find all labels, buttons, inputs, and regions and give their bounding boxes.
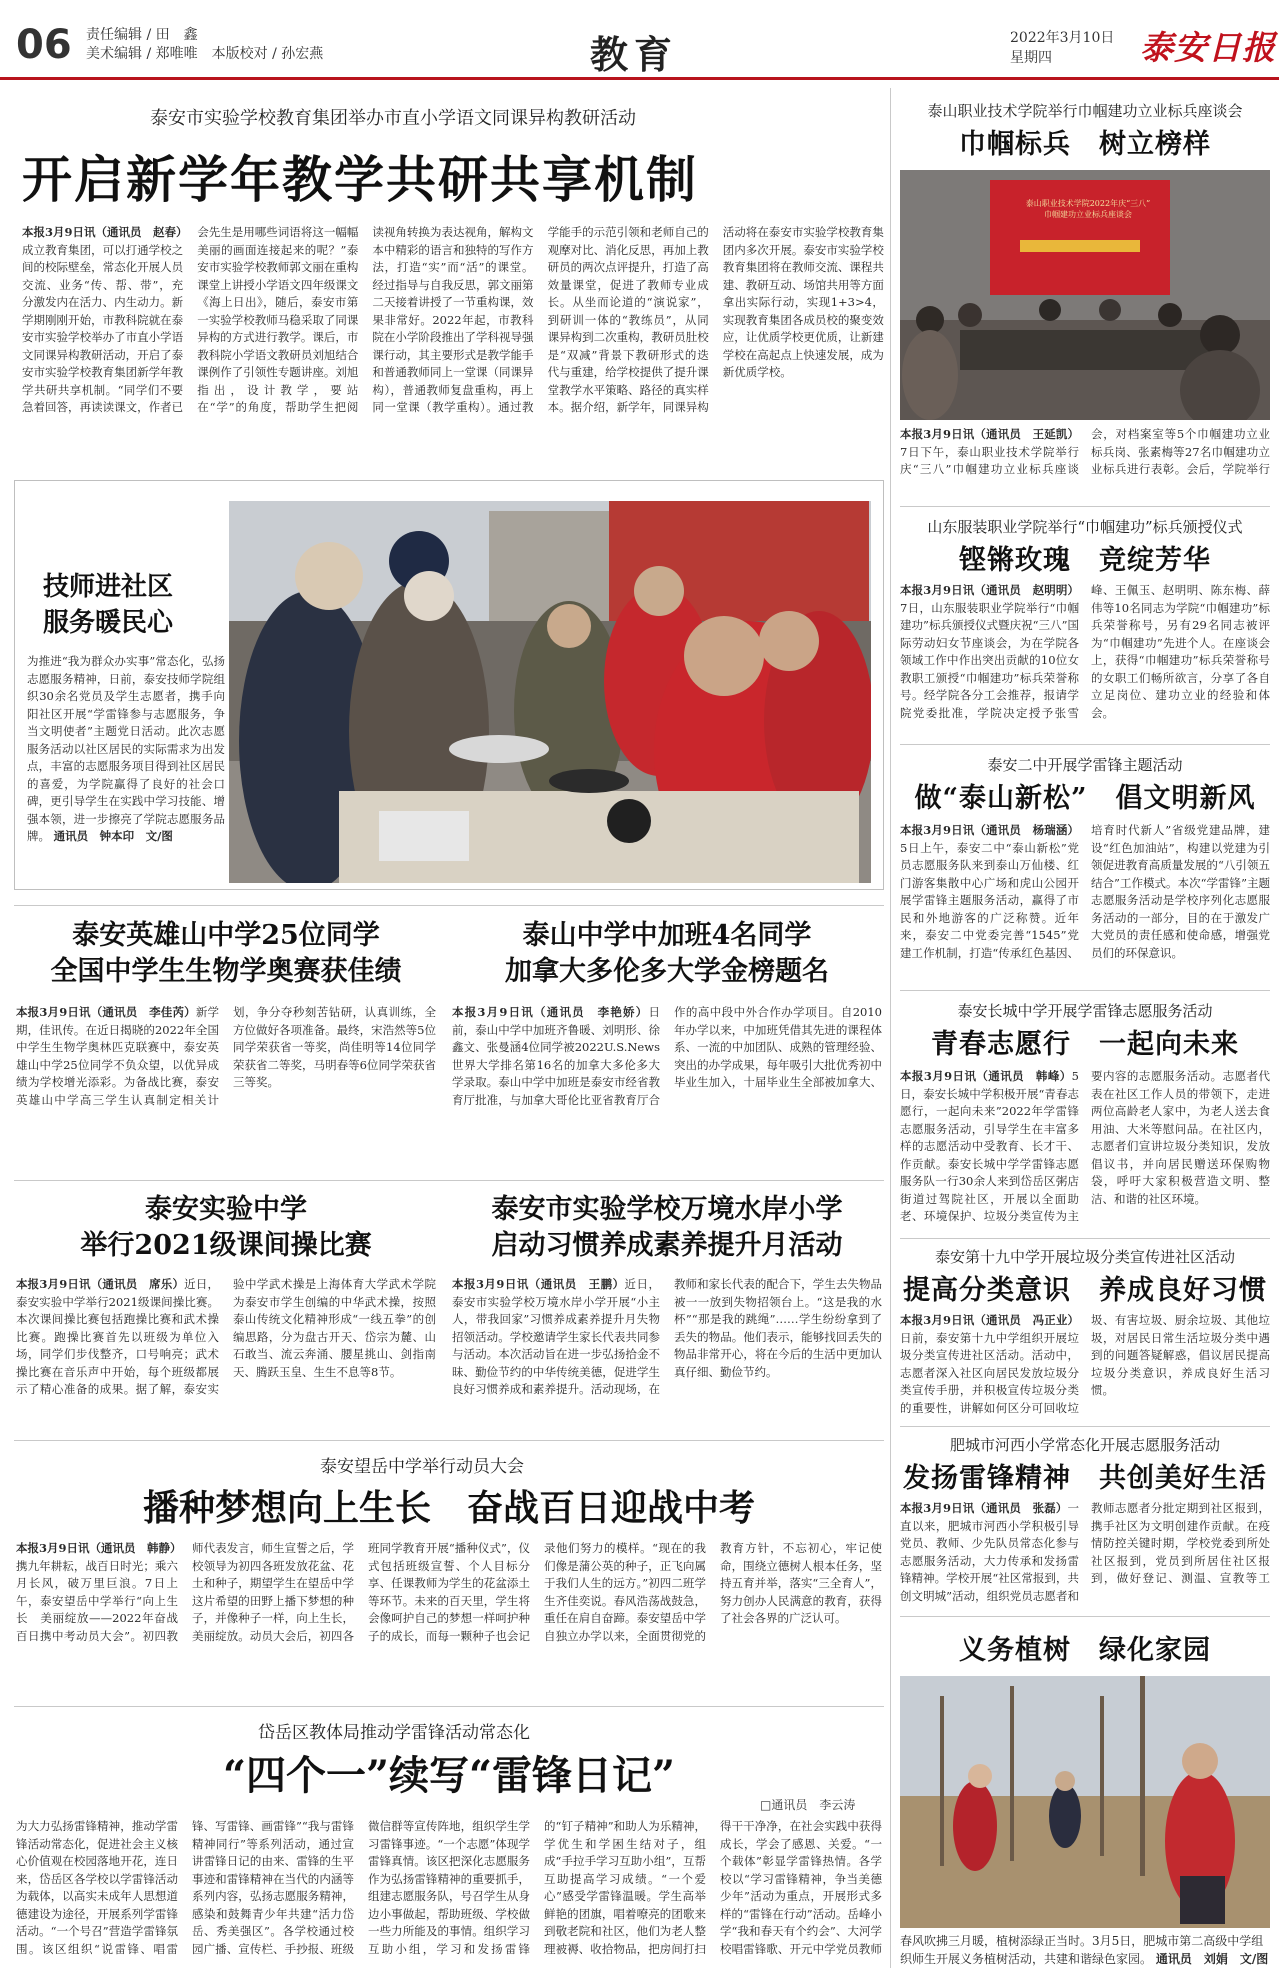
sidebar-headline: 发扬雷锋精神 共创美好生活 (903, 1463, 1267, 1494)
sidebar-text: 一直以来，肥城市河西小学积极引导党员、教师、少先队员常态化参与志愿服务活动，大力传承和发扬雷锋精神。学校开展“社区常报到，共创文明城”活动，组织党员志愿者和教师志愿者分批定期到社区报到，携手社区为文明创建作贡献。在疫情防控关键时期，学校党委到所处社区报到，党员到所居住社区报到，做好登记、测温、宣教等工 (900, 1501, 1270, 1603)
sidebar-text: 7日下午，泰山职业技术学院举行庆“三八”巾帼建功立业标兵座谈会，对档案室等5个巾帼建功立业标兵岗、张素梅等27名巾帼建功立业标兵进行表彰。会后，学院举行 (900, 427, 1270, 476)
article-byline: 本报3月9日讯（通讯员 李艳娇） (452, 1005, 649, 1019)
article-text: 为大力弘扬雷锋精神，推动学雷锋活动常态化，促进社会主义核心价值观在校园落地开花，连日来，岱岳区各学校以学雷锋活动为载体，以高实未成年人思想道德建设为途径，开展系列学雷锋活动。“一个号召”营造学雷锋氛围。该区组织“说雷锋、唱雷锋、写雷锋、画雷锋”“我与雷锋精神同行”等系列活动，通过宣讲雷锋日记的由来、雷锋的生平事迹和雷锋精神在当代的内涵等系列内容，弘扬志愿服务精神，感染和鼓舞青少年共建“活力岱岳、秀美强区”。各学校通过校园广播、宣传栏、手抄报、班级微信群等宣传阵地，组织学生学习雷锋事迹。“一个志愿”体现学雷锋真情。该区把深化志愿服务作为弘扬雷锋精神的重要抓手，组建志愿服务队，号召学生从身边小事做起，帮助班级、学校做一些力所能及的事情。组织学习互助小组，学习和发扬雷锋的“钉子精神”和助人为乐精神，学优生和学困生结对子，组成“手拉手学习互助小组”，互帮互助提高学习成绩。“一个爱心”感受学雷锋温暖。学生高举鲜艳的团旗，唱着嘹亮的团歌来到敬老院和社区，他们为老人整理被褥、收拾物品，把房间打扫得干干净净，在社会实践中获得成长，学会了感恩、关爱。“一个载体”彰显学雷锋热情。各学校以“学习雷锋精神，争当美德少年”活动为重点，开展形式多样的“雷锋在行动”活动。岳峰小学“我和春天有个约会”、大河学校唱雷锋歌、开元中学党员教师 (16, 1819, 882, 1956)
sidebar-divider (900, 744, 1270, 745)
tree-planting-caption (900, 1932, 1270, 1972)
sidebar-text: 5日，泰安长城中学积极开展“青春志愿行，一起向未来”2022年学雷锋志愿服务活动，引导学生在丰富多样的志愿活动中受教育、长才干、作贡献。泰安长城中学学雷锋志愿服务队一行30余人来到岱岳区粥店街道过驾院社区，开展以全面助老、环境保护、垃圾分类宣传为主要内容的志愿服务活动。志愿者代表在社区工作人员的带领下，走进两位高龄老人家中，为老人送去食用油、大米等慰问品。在社区内，志愿者们宣讲垃圾分类知识，发放倡议书，并向居民赠送环保购物袋，呼吁大家积极营造文明、整洁、和谐的社区环境。 (900, 1069, 1270, 1223)
row-divider (14, 1440, 884, 1441)
sidebar-headline: 义务植树 绿化家园 (959, 1635, 1211, 1666)
section-title: 教育 (590, 32, 679, 77)
sidebar-divider (900, 1426, 1270, 1427)
sidebar-divider (900, 506, 1270, 507)
community-feature (14, 480, 884, 890)
editor-credits (86, 26, 323, 64)
sidebar-byline: 本报3月9日讯（通讯员 张磊） (900, 1501, 1068, 1515)
headline-line2: 启动习惯养成素养提升月活动 (491, 1230, 843, 1261)
sidebar-kicker: 泰山职业技术学院举行巾帼建功立业标兵座谈会 (927, 102, 1243, 120)
article-text: 新学期，佳讯传。在近日揭晓的2022年全国中学生生物学奥林匹克联赛中，泰安英雄山中学25位同学不负众望，以优异成绩为学校增光添彩。为备战比赛，泰安英雄山中学高三学生认真制定相关计划，争分夺秒刻苦钻研，认真训练，全方位做好各项准备。最终，宋浩然等5位同学荣获省一等奖，尚佳明等14位同学荣获省二等奖，马明春等6位同学荣获省三等奖。 (16, 1005, 436, 1107)
date: 2022年3月10日 (1010, 30, 1115, 46)
leifeng-credit: □通讯员 李云涛 (760, 1798, 856, 1812)
biology-olympiad-headline (16, 918, 436, 990)
banner-text (1018, 198, 1158, 220)
community-body (27, 653, 225, 883)
page-header (0, 0, 1279, 80)
sidebar-text: 5日上午，泰安二中“泰山新松”党员志愿服务队来到泰山万仙楼、红门游客集散中心广场和虎山公园开展学雷锋主题服务活动，赢得了市民和外地游客的广泛称赞。近年来，泰安二中党委完善“1545”党建工作机制，打造“传承红色基因、培育时代新人”省级党建品牌，建设“红色加油站”，构建以党建为引领促进教育高质量发展的“八引领五结合”工作模式。本次“学雷锋”主题志愿服务活动是学校序列化志愿服务活动的一部分，目的在于激发广大党员的责任感和使命感，增强党员们的环保意识。 (900, 823, 1270, 960)
sidebar-headline: 巾帼标兵 树立榜样 (959, 129, 1211, 160)
sidebar-byline: 本报3月9日讯（通讯员 赵明明） (900, 583, 1079, 597)
sidebar-headline: 做“泰山新松” 倡文明新风 (914, 783, 1256, 814)
column-divider (890, 88, 891, 1968)
habit-month-body (452, 1276, 882, 1406)
headline-line2: 全国中学生生物学奥赛获佳绩 (50, 956, 402, 987)
newspaper-logo: 泰安日报 (1140, 28, 1276, 67)
sidebar-byline: 本报3月9日讯（通讯员 杨瑞涵） (900, 823, 1079, 837)
community-headline-line1: 技师进社区 (43, 572, 174, 602)
publication-date (1010, 28, 1114, 68)
banner-line1: 泰山职业技术学院2022年庆“三八” (1025, 199, 1151, 208)
sidebar-headline: 铿锵玫瑰 竞绽芳华 (959, 545, 1211, 576)
leifeng-headline: “四个一”续写“雷锋日记” (222, 1752, 676, 1799)
exercise-contest-headline (16, 1192, 436, 1264)
rally-headline: 播种梦想向上生长 奋战百日迎战中考 (142, 1487, 755, 1529)
sidebar-kicker: 泰安二中开展学雷锋主题活动 (987, 756, 1183, 774)
sidebar-divider (900, 990, 1270, 991)
sidebar-kicker: 泰安第十九中学开展垃圾分类宣传进社区活动 (934, 1248, 1235, 1266)
page-number: 06 (16, 22, 72, 68)
photo-tree-planting (900, 1676, 1270, 1928)
row-divider (14, 1180, 884, 1181)
toronto-admission-headline (452, 918, 882, 990)
editor-line-2: 美术编辑 / 郑唯唯 本版校对 / 孙宏燕 (86, 46, 324, 62)
sidebar-body (900, 426, 1270, 494)
headline-line1: 泰安英雄山中学25位同学 (72, 920, 380, 951)
exercise-contest-body (16, 1276, 436, 1406)
lead-text: 成立教育集团，可以打通学校之间的校际壁垒，常态化开展人员交流、业务“传、帮、带”，充分激发内在活力、内生动力。新学期刚刚开始，市教科院就在泰安市实验学校举办了市直小学语文同课异构教研活动，开启了泰安市实验学校教育集团新学年教学共研共享机制。“同学们不要急着回答，再读读课文，作者已会先生是用哪些词语将这一幅幅美丽的画面连接起来的呢？”泰安市实验学校教师郭文丽在重构课堂上讲授小学语文四年级课文《海上日出》，随后，泰安市第一实验学校教师马稳采取了同课异构的方式进行教学。课后，市教科院小学语文教研员刘旭结合课例作了引领性专题讲座。刘旭指出，设计教学，要站在“学”的角度，帮助学生把阅读视角转换为表达视角，解构文本中精彩的语言和独特的写作方法，打造“实”而“活”的课堂。经过指导与自我反思，郭文丽第二天接着讲授了一节重构课，效果非常好。2022年起，市教科院在小学阶段推出了学科视导强课行动，其主要形式是教学能手和普通教师同上一堂课（同课异构），普通教师复盘重构，再上同一堂课（教学重构）。通过教学能手的示范引领和老师自己的观摩对比、消化反思，再加上教研员的两次点评提升，打造了高效量课堂，促进了教师专业成长。从坐而论道的“演说家”，到研训一体的“教练员”，从同课异构到二次重构，教研员肚校是“双减”背景下教研形式的迭代与重建，给学校提供了提升课堂教学水平策略、路径的真实样本。据介绍，新学年，同课异构活动将在泰安市实验学校教育集团内多次开展。泰安市实验学校教育集团将在教师交流、课程共建、教研互动、场馆共用等方面拿出实际行动，实现1+3>4，实现教育集团各成员校的聚变效应，让优质学校更优质，让新建学校在高起点上快速发展，成为新优质学校。 (22, 225, 884, 414)
sidebar-body (900, 822, 1270, 980)
credit-text: 通讯员 李云涛 (771, 1798, 856, 1812)
editor-line-1: 责任编辑 / 田 鑫 (86, 27, 198, 43)
sidebar-divider (900, 1238, 1270, 1239)
seminar-photo (900, 170, 1270, 420)
sidebar-body (900, 1500, 1270, 1612)
leifeng-body (16, 1818, 882, 1973)
headline-line1: 泰山中学中加班4名同学 (522, 920, 812, 951)
community-credit: 通讯员 钟本印 文/图 (53, 829, 173, 843)
article-byline: 本报3月9日讯（通讯员 席乐） (16, 1277, 185, 1291)
sidebar-kicker: 肥城市河西小学常态化开展志愿服务活动 (949, 1436, 1220, 1454)
headline-line1: 泰安实验中学 (145, 1194, 307, 1225)
community-text: 为推进“我为群众办实事”常态化，弘扬志愿服务精神，日前，泰安技师学院组织30余名党员及学生志愿者，携手向阳社区开展“学雷锋参与志愿服务，争当文明使者”主题党日活动。此次志愿服务活动以社区居民的实际需求为出发点，丰富的志愿服务项目得到社区居民的喜爱，为学院赢得了良好的社会口碑，更引导学生在实践中学习技能、增强本领，进一步擦亮了学院志愿服务品牌。 (27, 654, 225, 843)
lead-byline: 本报3月9日讯（通讯员 赵春） (22, 225, 188, 239)
toronto-admission-body (452, 1004, 882, 1124)
leifeng-kicker: 岱岳区教体局推动学雷锋活动常态化 (258, 1723, 530, 1743)
caption-credit: 通讯员 刘娟 文/图 (1155, 1952, 1269, 1966)
sidebar-headline: 青春志愿行 一起向未来 (931, 1029, 1239, 1060)
habit-month-headline (452, 1192, 882, 1264)
rally-body (16, 1540, 882, 1690)
article-text: 近日，泰安实验中学举行2021级课间操比赛。本次课间操比赛包括跑操比赛和武术操比赛。跑操比赛首先以班级为单位入场，同学们步伐整齐，口号响亮；武术操比赛在音乐声中开始，每个班级都展示了精心准备的成果。据了解，泰安实验中学武术操是上海体育大学武术学院为泰安市学生创编的中华武术操，按照泰山传统文化精神形成“一线五拳”的创编思路，分为盘古开天、岱宗为麓、山石敢当、流云奔涌、腰星挑山、剑指南天、腾跃玉皇、生生不息等8节。 (16, 1277, 436, 1396)
sidebar-kicker: 山东服装职业学院举行“巾帼建功”标兵颁授仪式 (927, 518, 1243, 536)
community-headline (43, 569, 173, 641)
photo-technicians-repairing (229, 501, 871, 883)
caption-text: 春风吹拂三月暖，植树添绿正当时。3月5日，肥城市第二高级中学组织师生开展义务植树活动，共建和谐绿色家园。 (900, 1934, 1264, 1966)
sidebar-text: 日前，泰安第十九中学组织开展垃圾分类宣传进社区活动。活动中，志愿者深入社区向居民发放垃圾分类宣传手册，并积极宣传垃圾分类的重要性，讲解如何区分可回收垃圾、有害垃圾、厨余垃圾、其他垃圾，对居民日常生活垃圾分类中遇到的问题答疑解惑，倡议居民提高垃圾分类意识，养成良好生活习惯。 (900, 1313, 1270, 1415)
banner-line2: 巾帼建功立业标兵座谈会 (1044, 210, 1132, 219)
rally-kicker: 泰安望岳中学举行动员大会 (320, 1457, 524, 1477)
row-divider (14, 905, 884, 906)
tree-planting-photo (900, 1676, 1270, 1928)
sidebar-byline: 本报3月9日讯（通讯员 韩峰） (900, 1069, 1072, 1083)
sidebar-byline: 本报3月9日讯（通讯员 冯正业） (900, 1313, 1079, 1327)
lead-body (22, 224, 884, 470)
sidebar-body (900, 1312, 1270, 1426)
article-text: 日前，泰山中学中加班齐鲁暖、刘明形、徐鑫文、张曼涵4位同学被2022U.S.News世界大学排名第16名的加拿大多伦多大学录取。泰山中学中加班是泰安市经省教育厅批准，与加拿大哥伦比亚省教育厅合作的高中段中外合作办学项目。自2010年办学以来，中加班凭借其先进的课程体系、一流的中加团队、成熟的管理经验、突出的办学成果，每年吸引大批优秀初中毕业生加入，十届毕业生全部被加拿大、 (452, 1005, 882, 1107)
sidebar-byline: 本报3月9日讯（通讯员 王延凯） (900, 427, 1079, 441)
sidebar-headline: 提高分类意识 养成良好习惯 (903, 1275, 1267, 1306)
article-byline: 本报3月9日讯（通讯员 韩静） (16, 1541, 182, 1555)
article-text: 近日，泰安市实验学校万境水岸小学开展“小主人，带我回家”习惯养成素养提升月失物招领活动。学校邀请学生家长代表共同参与活动。本次活动旨在进一步弘扬拾金不昧、勤俭节约的中华传统美德，促进学生良好习惯养成和素养提升。活动现场，在教师和家长代表的配合下，学生去失物品被一一放到失物招领台上。“这是我的水杯”“那是我的跳绳”……学生纷纷拿到了丢失的物品。他们表示，能够找回丢失的物品非常开心，将在今后的生活中更加认真仔细、勤俭节约。 (452, 1277, 882, 1396)
community-headline-line2: 服务暖民心 (43, 608, 174, 638)
sidebar-divider (900, 1616, 1270, 1617)
weekday: 星期四 (1010, 50, 1052, 66)
sidebar-text: 7日，山东服装职业学院举行“巾帼建功”标兵颁授仪式暨庆祝“三八”国际劳动妇女节座谈会，为在学院各领域工作中作出突出贡献的10位女教职工颁授“巾帼建功”标兵荣誉称号。经学院各分工会推荐，报请学院党委批准，学院决定授予张雪峰、王佩玉、赵明明、陈东梅、薛伟等10名同志为学院“巾帼建功”标兵荣誉称号，另有29名同志被评为“巾帼建功”先进个人。在座谈会上，获得“巾帼建功”标兵荣誉称号的女职工们畅所欲言，分享了各自立足岗位、建功立业的经验和体会。 (900, 583, 1270, 720)
headline-line2: 加拿大多伦多大学金榜题名 (505, 956, 829, 987)
sidebar-kicker: 泰安长城中学开展学雷锋志愿服务活动 (957, 1002, 1213, 1020)
headline-line1: 泰安市实验学校万境水岸小学 (491, 1194, 843, 1225)
article-byline: 本报3月9日讯（通讯员 王鹏） (452, 1277, 625, 1291)
sidebar-body (900, 1068, 1270, 1228)
lead-kicker: 泰安市实验学校教育集团举办市直小学语文同课异构教研活动 (150, 108, 636, 129)
headline-line2: 举行2021级课间操比赛 (80, 1230, 372, 1261)
community-photo (229, 501, 871, 883)
article-text: 携九年耕耘，战百日时光；乘六月长风，破万里巨浪。7日上午，泰安望岳中学举行“向上生长 美丽绽放——2022年奋战百日携中考动员大会”。初四教师代表发言，师生宣誓之后，学校领导为初四各班发放花盆、花土和种子，期望学生在望岳中学这片希望的田野上播下梦想的种子，并像种子一样，向上生长，美丽绽放。动员大会后，初四各班同学教育开展“播种仪式”，仪式包括班级宣誓、个人目标分享、任课教师为学生的花盆添土等环节。未来的百天里，学生将会像呵护自己的梦想一样呵护种子的成长，而每一颗种子也会记录他们努力的模样。“现在的我们像是蒲公英的种子，正飞向属于我们人生的远方。”初四二班学生齐佳奕说。春风浩荡战鼓急，重任在肩自奋蹄。泰安望岳中学自独立办学以来，全面贯彻党的教育方针，不忘初心，牢记使命，围绕立德树人根本任务，坚持五育并举，落实“三全育人”，努力创办人民满意的教育，获得了社会各界的广泛认可。 (16, 1541, 882, 1643)
sidebar-body (900, 582, 1270, 732)
lead-headline: 开启新学年教学共研共享机制 (22, 150, 698, 209)
article-byline: 本报3月9日讯（通讯员 李佳芮） (16, 1005, 196, 1019)
biology-olympiad-body (16, 1004, 436, 1124)
row-divider (14, 1706, 884, 1707)
